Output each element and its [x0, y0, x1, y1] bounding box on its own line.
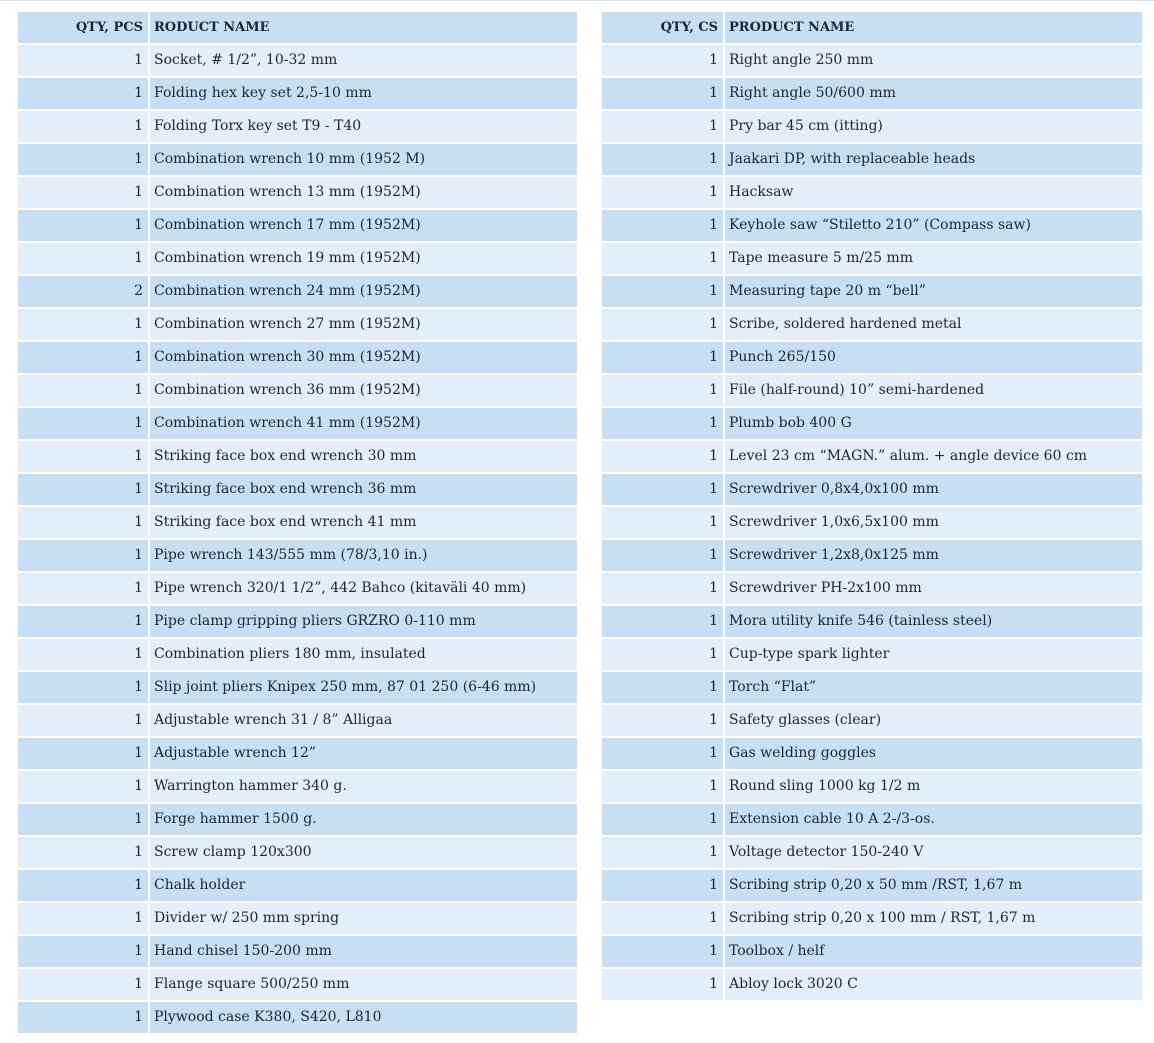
qty-cell: 1 [18, 309, 150, 342]
product-name-cell: Screwdriver 1,2x8,0x125 mm [725, 540, 1142, 573]
qty-cell: 1 [602, 705, 725, 738]
qty-cell: 1 [18, 243, 150, 276]
table-row [18, 903, 577, 936]
table-row [602, 771, 1142, 804]
qty-cell: 1 [602, 111, 725, 144]
table-row [18, 573, 577, 606]
product-name-cell: Warrington hammer 340 g. [150, 771, 577, 804]
qty-cell: 1 [18, 375, 150, 408]
product-name-cell: Pipe wrench 320/1 1/2”, 442 Bahco (kitaväli 40 mm) [150, 573, 577, 606]
table-row [602, 606, 1142, 639]
qty-cell: 2 [18, 276, 150, 309]
table-row [18, 375, 577, 408]
product-name-cell: File (half-round) 10” semi-hardened [725, 375, 1142, 408]
product-name-cell: Adjustable wrench 12” [150, 738, 577, 771]
table-row [602, 672, 1142, 705]
product-name-cell: Folding hex key set 2,5-10 mm [150, 78, 577, 111]
table-row [18, 672, 577, 705]
qty-cell: 1 [602, 804, 725, 837]
qty-cell: 1 [602, 870, 725, 903]
product-name-cell: Hacksaw [725, 177, 1142, 210]
product-name-cell: Combination wrench 19 mm (1952M) [150, 243, 577, 276]
product-name-cell: Adjustable wrench 31 / 8” Alligaa [150, 705, 577, 738]
table-header-row [18, 12, 577, 45]
qty-cell: 1 [18, 771, 150, 804]
qty-cell: 1 [602, 507, 725, 540]
product-name-cell: Striking face box end wrench 36 mm [150, 474, 577, 507]
qty-cell: 1 [602, 672, 725, 705]
table-row [18, 210, 577, 243]
table-row [602, 408, 1142, 441]
table-row [18, 804, 577, 837]
qty-cell: 1 [18, 78, 150, 111]
product-name-cell: Combination wrench 36 mm (1952M) [150, 375, 577, 408]
qty-cell: 1 [602, 276, 725, 309]
qty-cell: 1 [602, 969, 725, 1002]
product-name-cell: Keyhole saw “Stiletto 210” (Compass saw) [725, 210, 1142, 243]
product-name-cell: Measuring tape 20 m “bell” [725, 276, 1142, 309]
table-row [18, 540, 577, 573]
product-name-cell: Plywood case K380, S420, L810 [150, 1002, 577, 1035]
table-row [602, 309, 1142, 342]
qty-cell: 1 [18, 606, 150, 639]
qty-cell: 1 [18, 474, 150, 507]
table-row [602, 738, 1142, 771]
product-name-cell: Combination wrench 17 mm (1952M) [150, 210, 577, 243]
product-name-cell: Scribing strip 0,20 x 100 mm / RST, 1,67 m [725, 903, 1142, 936]
qty-cell: 1 [18, 903, 150, 936]
product-name-cell: Safety glasses (clear) [725, 705, 1142, 738]
product-name-cell: Scribe, soldered hardened metal [725, 309, 1142, 342]
qty-cell: 1 [18, 177, 150, 210]
qty-cell: 1 [602, 342, 725, 375]
qty-cell: 1 [18, 738, 150, 771]
table-row [602, 375, 1142, 408]
table-row [18, 771, 577, 804]
product-name-cell: Combination wrench 13 mm (1952M) [150, 177, 577, 210]
product-name-cell: Combination wrench 41 mm (1952M) [150, 408, 577, 441]
qty-column-header: QTY, CS [602, 12, 725, 45]
table-row [18, 309, 577, 342]
qty-cell: 1 [18, 969, 150, 1002]
product-name-cell: Round sling 1000 kg 1/2 m [725, 771, 1142, 804]
table-row [602, 540, 1142, 573]
product-name-cell: Gas welding goggles [725, 738, 1142, 771]
table-row [602, 837, 1142, 870]
table-row [602, 78, 1142, 111]
product-name-cell: Torch “Flat” [725, 672, 1142, 705]
qty-cell: 1 [602, 309, 725, 342]
table-row [18, 705, 577, 738]
product-name-cell: Abloy lock 3020 C [725, 969, 1142, 1002]
left-product-table [18, 12, 577, 1035]
qty-cell: 1 [602, 573, 725, 606]
table-row [18, 177, 577, 210]
table-row [18, 144, 577, 177]
table-row [602, 507, 1142, 540]
qty-cell: 1 [18, 573, 150, 606]
product-name-cell: Tape measure 5 m/25 mm [725, 243, 1142, 276]
qty-cell: 1 [602, 210, 725, 243]
product-name-cell: Right angle 250 mm [725, 45, 1142, 78]
qty-cell: 1 [602, 540, 725, 573]
table-row [18, 606, 577, 639]
qty-cell: 1 [18, 672, 150, 705]
table-row [18, 276, 577, 309]
qty-cell: 1 [18, 144, 150, 177]
product-name-cell: Pry bar 45 cm (itting) [725, 111, 1142, 144]
qty-cell: 1 [602, 441, 725, 474]
table-row [18, 1002, 577, 1035]
qty-cell: 1 [18, 210, 150, 243]
qty-cell: 1 [602, 177, 725, 210]
product-name-cell: Slip joint pliers Knipex 250 mm, 87 01 250 (6-46 mm) [150, 672, 577, 705]
product-name-cell: Hand chisel 150-200 mm [150, 936, 577, 969]
product-name-cell: Divider w/ 250 mm spring [150, 903, 577, 936]
table-row [602, 342, 1142, 375]
qty-cell: 1 [602, 45, 725, 78]
product-name-cell: Combination wrench 10 mm (1952 M) [150, 144, 577, 177]
table-row [18, 474, 577, 507]
product-name-cell: Toolbox / helf [725, 936, 1142, 969]
product-name-cell: Screwdriver 0,8x4,0x100 mm [725, 474, 1142, 507]
product-name-cell: Plumb bob 400 G [725, 408, 1142, 441]
product-name-cell: Forge hammer 1500 g. [150, 804, 577, 837]
product-name-cell: Combination wrench 27 mm (1952M) [150, 309, 577, 342]
product-name-column-header: RODUCT NAME [150, 12, 577, 45]
qty-cell: 1 [18, 936, 150, 969]
product-name-cell: Mora utility knife 546 (tainless steel) [725, 606, 1142, 639]
product-name-cell: Level 23 cm “MAGN.” alum. + angle device 60 cm [725, 441, 1142, 474]
qty-cell: 1 [18, 45, 150, 78]
product-name-cell: Socket, # 1/2”, 10-32 mm [150, 45, 577, 78]
product-name-cell: Striking face box end wrench 30 mm [150, 441, 577, 474]
qty-cell: 1 [18, 870, 150, 903]
product-name-cell: Voltage detector 150-240 V [725, 837, 1142, 870]
qty-cell: 1 [602, 408, 725, 441]
table-row [18, 639, 577, 672]
table-row [18, 507, 577, 540]
table-row [602, 705, 1142, 738]
qty-cell: 1 [18, 1002, 150, 1035]
product-name-cell: Extension cable 10 A 2-/3-os. [725, 804, 1142, 837]
table-row [602, 969, 1142, 1002]
qty-cell: 1 [18, 342, 150, 375]
qty-cell: 1 [602, 738, 725, 771]
product-name-cell: Scribing strip 0,20 x 50 mm /RST, 1,67 m [725, 870, 1142, 903]
product-name-cell: Striking face box end wrench 41 mm [150, 507, 577, 540]
table-row [18, 45, 577, 78]
qty-cell: 1 [18, 507, 150, 540]
qty-cell: 1 [18, 837, 150, 870]
table-row [602, 639, 1142, 672]
qty-cell: 1 [18, 639, 150, 672]
product-name-cell: Screw clamp 120x300 [150, 837, 577, 870]
table-row [18, 111, 577, 144]
product-name-cell: Screwdriver PH-2x100 mm [725, 573, 1142, 606]
qty-cell: 1 [602, 771, 725, 804]
qty-cell: 1 [602, 78, 725, 111]
table-row [18, 936, 577, 969]
table-row [602, 936, 1142, 969]
table-row [602, 870, 1142, 903]
product-name-cell: Combination wrench 30 mm (1952M) [150, 342, 577, 375]
table-row [18, 243, 577, 276]
qty-cell: 1 [602, 606, 725, 639]
product-name-cell: Folding Torx key set T9 - T40 [150, 111, 577, 144]
table-row [602, 111, 1142, 144]
product-name-cell: Screwdriver 1,0x6,5x100 mm [725, 507, 1142, 540]
qty-cell: 1 [602, 639, 725, 672]
qty-cell: 1 [602, 474, 725, 507]
table-row [18, 342, 577, 375]
table-row [602, 144, 1142, 177]
qty-cell: 1 [602, 903, 725, 936]
table-row [18, 738, 577, 771]
product-name-cell: Right angle 50/600 mm [725, 78, 1142, 111]
table-row [18, 837, 577, 870]
table-row [602, 903, 1142, 936]
qty-cell: 1 [18, 408, 150, 441]
qty-cell: 1 [18, 540, 150, 573]
table-row [602, 441, 1142, 474]
table-row [602, 177, 1142, 210]
table-row [602, 210, 1142, 243]
qty-cell: 1 [602, 375, 725, 408]
product-name-cell: Combination wrench 24 mm (1952M) [150, 276, 577, 309]
table-row [602, 243, 1142, 276]
qty-cell: 1 [18, 441, 150, 474]
qty-cell: 1 [18, 111, 150, 144]
qty-cell: 1 [18, 705, 150, 738]
qty-cell: 1 [602, 144, 725, 177]
product-name-cell: Chalk holder [150, 870, 577, 903]
table-row [602, 276, 1142, 309]
table-row [18, 870, 577, 903]
table-row [602, 474, 1142, 507]
product-name-cell: Punch 265/150 [725, 342, 1142, 375]
table-row [602, 573, 1142, 606]
product-name-cell: Cup-type spark lighter [725, 639, 1142, 672]
table-row [602, 45, 1142, 78]
qty-cell: 1 [602, 936, 725, 969]
product-name-cell: Pipe wrench 143/555 mm (78/3,10 in.) [150, 540, 577, 573]
product-name-cell: Jaakari DP, with replaceable heads [725, 144, 1142, 177]
product-name-cell: Flange square 500/250 mm [150, 969, 577, 1002]
table-row [18, 441, 577, 474]
table-row [18, 969, 577, 1002]
qty-cell: 1 [602, 837, 725, 870]
qty-column-header: QTY, PCS [18, 12, 150, 45]
product-name-cell: Pipe clamp gripping pliers GRZRO 0-110 mm [150, 606, 577, 639]
right-product-table [602, 12, 1142, 1002]
table-row [18, 78, 577, 111]
product-name-column-header: PRODUCT NAME [725, 12, 1142, 45]
product-name-cell: Combination pliers 180 mm, insulated [150, 639, 577, 672]
qty-cell: 1 [18, 804, 150, 837]
table-header-row [602, 12, 1142, 45]
table-row [602, 804, 1142, 837]
qty-cell: 1 [602, 243, 725, 276]
table-row [18, 408, 577, 441]
top-divider [0, 0, 1154, 1]
